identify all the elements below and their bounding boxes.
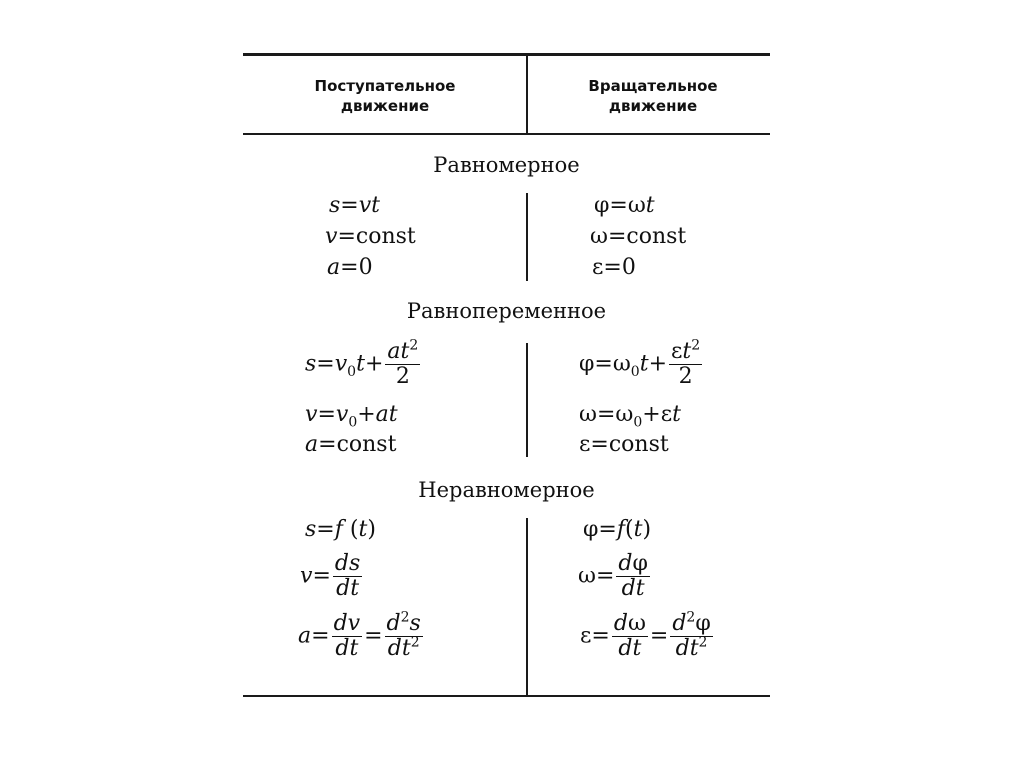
formula-phi-omega0t-epst2: $\varphi=\omega_0t+$ $\frac{\varepsilon t^2}{2}$ [579, 337, 701, 389]
formula-omega-omega0-epst: $\omega=\omega_0+\varepsilon t$ [579, 402, 681, 431]
formula-a-zero: a=0 [327, 255, 373, 280]
formula-omega-dphi-dt: ω= $\frac{d\varphi}{dt}$ [578, 551, 648, 601]
formula-eps-domega-dt-d2phi-dt2: ε= $\frac{d\omega}{dt}$ = $\frac{d^2\varphi}{dt^2}$ [580, 609, 711, 661]
formula-eps-zero: ε=0 [592, 255, 636, 280]
formula-s-vt: s=vt [329, 193, 381, 218]
divider-nonuniform [526, 518, 528, 695]
formula-omega-const: ω=const [590, 224, 687, 249]
fraction-epst2-over-2: $\frac{\varepsilon t^2}{2}$ [671, 337, 701, 389]
fraction-d2s-dt2: $\frac{d^2s}{dt^2}$ [386, 609, 421, 661]
formula-a-dv-dt-d2s-dt2: a= $\frac{dv}{dt}$ = $\frac{d^2s}{dt^2}$ [298, 609, 421, 661]
header-translational: Поступательное движение [314, 77, 456, 115]
formula-s-v0t-at2: $s=v_0t+$ $\frac{at^2}{2}$ [305, 337, 419, 389]
formula-v-ds-dt: v= $\frac{ds}{dt}$ [300, 551, 361, 601]
fraction-d2phi-dt2: $\frac{d^2\varphi}{dt^2}$ [672, 609, 711, 661]
formula-v-v0-at: $v=v_0+at$ [305, 402, 398, 431]
divider-uniformly-variable [526, 343, 528, 457]
fraction-dv-dt: $\frac{dv}{dt}$ [333, 611, 361, 661]
formula-s-f-t: s=f (t) [305, 517, 376, 542]
top-rule [243, 53, 770, 56]
section-nonuniform: Неравномерное [418, 478, 595, 502]
formula-eps-const: ε=const [579, 432, 669, 457]
divider-uniform [526, 193, 528, 281]
formula-phi-f-t: φ=f(t) [583, 517, 652, 542]
bottom-rule [243, 695, 770, 697]
formula-a-const: a=const [305, 432, 397, 457]
formula-v-const: v=const [325, 224, 416, 249]
fraction-ds-dt: $\frac{ds}{dt}$ [334, 551, 361, 601]
header-rule [243, 133, 770, 135]
header-rotational: Вращательное движение [588, 77, 718, 115]
section-uniformly-variable: Равнопеременное [406, 299, 607, 323]
fraction-dphi-dt: $\frac{d\varphi}{dt}$ [618, 551, 648, 601]
fraction-domega-dt: $\frac{d\omega}{dt}$ [613, 611, 646, 661]
formula-phi-omega-t: φ=ωt [594, 193, 655, 218]
section-uniform: Равномерное [433, 153, 580, 177]
fraction-at2-over-2: $\frac{at^2}{2}$ [387, 337, 419, 389]
